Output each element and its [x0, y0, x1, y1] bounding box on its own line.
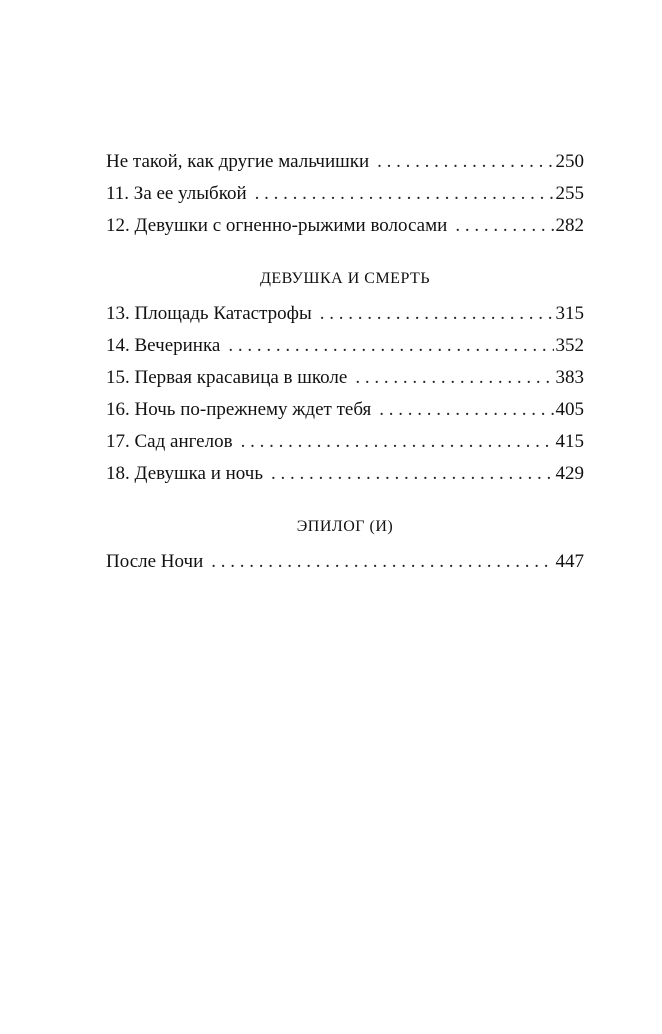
dot-leader — [233, 428, 554, 456]
toc-entry-page: 282 — [555, 215, 584, 236]
toc-entry-page: 255 — [555, 183, 584, 204]
dot-leader — [203, 548, 554, 576]
toc-entry[interactable] — [106, 332, 584, 364]
toc-entry-page: 415 — [555, 431, 584, 452]
toc-entry-page: 383 — [555, 367, 584, 388]
toc-entry[interactable] — [106, 300, 584, 332]
dot-leader — [312, 300, 554, 328]
toc-entry-page: 447 — [555, 551, 584, 572]
toc-entry-page: 315 — [555, 303, 584, 324]
toc-entry-page: 352 — [555, 335, 584, 356]
toc-entry-title: После Ночи — [106, 551, 204, 572]
table-of-contents — [106, 148, 584, 580]
toc-entry[interactable] — [106, 460, 584, 492]
toc-entry-page: 250 — [555, 151, 584, 172]
spacer — [106, 540, 584, 548]
spacer — [106, 244, 584, 266]
dot-leader — [247, 180, 554, 208]
toc-entry[interactable] — [106, 364, 584, 396]
toc-entry[interactable] — [106, 428, 584, 460]
toc-entry-title: 12. Девушки с огненно-рыжими волосами — [106, 215, 448, 236]
dot-leader — [447, 212, 554, 240]
dot-leader — [347, 364, 554, 392]
section-heading: ЭПИЛОГ (И) — [296, 518, 394, 535]
toc-entry-title: 17. Сад ангелов — [106, 431, 233, 452]
dot-leader — [371, 396, 554, 424]
spacer — [106, 292, 584, 300]
toc-entry[interactable] — [106, 396, 584, 428]
toc-entry-title: 16. Ночь по-прежнему ждет тебя — [106, 399, 372, 420]
dot-leader — [263, 460, 554, 488]
toc-entry-title: Не такой, как другие мальчишки — [106, 151, 370, 172]
toc-entry[interactable] — [106, 180, 584, 212]
dot-leader — [369, 148, 554, 176]
spacer — [106, 492, 584, 514]
section-heading: ДЕВУШКА И СМЕРТЬ — [259, 270, 431, 287]
toc-entry-title: 18. Девушка и ночь — [106, 463, 264, 484]
toc-entry[interactable] — [106, 148, 584, 180]
toc-entry-title: 13. Площадь Катастрофы — [106, 303, 312, 324]
toc-entry[interactable] — [106, 548, 584, 580]
toc-entry-title: 15. Первая красавица в школе — [106, 367, 348, 388]
toc-entry-title: 11. За ее улыбкой — [106, 183, 247, 204]
dot-leader — [220, 332, 554, 360]
toc-entry[interactable] — [106, 212, 584, 244]
toc-entry-page: 429 — [555, 463, 584, 484]
toc-entry-page: 405 — [555, 399, 584, 420]
toc-entry-title: 14. Вечеринка — [106, 335, 221, 356]
